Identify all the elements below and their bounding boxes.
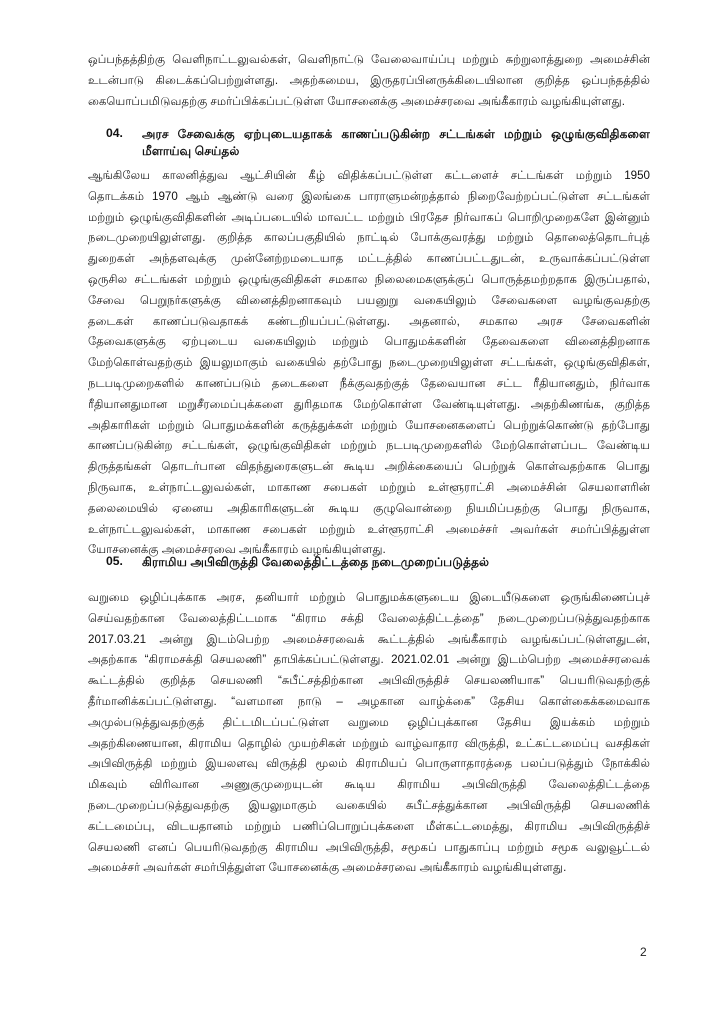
paragraph-line: தலைமையில் ஏனைய அதிகாரிகளுடன் கூடிய குழுவொன்றை நியமிப்பதற்கு பொது நிருவாக, bbox=[88, 501, 650, 515]
section-title-line: அரச சேவைக்கு ஏற்புடையதாகக் காணப்படுகின்ற சட்டங்கள் மற்றும் ஒழுங்குவிதிகளை bbox=[142, 127, 650, 141]
section-number: 05. bbox=[106, 554, 123, 568]
paragraph-line: காணப்படுகின்ற சட்டங்கள், ஒழுங்குவிதிகள் மற்றும் நடபடிமுறைகளில் மேற்கொள்ளப்பட வேண்டிய bbox=[88, 439, 650, 453]
paragraph-line: ஒப்பந்தத்திற்கு வெளிநாட்டலுவல்கள், வெளிநாட்டு வேலைவாய்ப்பு மற்றும் சுற்றுலாத்துறை அமைச்சின் bbox=[88, 53, 650, 66]
paragraph-line: கையொப்பமிடுவதற்கு சமர்ப்பிக்கப்பட்டுள்ள யோசனைக்கு அமைச்சரவை அங்கீகாரம் வழங்கியுள்ளது. bbox=[88, 94, 625, 108]
paragraph-line: ரீதியானதுமான மறுசீரமைப்புக்களை துரிதமாக மேற்கொள்ள வேண்டியுள்ளது. அதற்கிணங்க, குறித்த bbox=[88, 397, 650, 411]
paragraph-line: அதற்கிணையான, கிராமிய தொழில் முயற்சிகள் மற்றும் வாழ்வாதார விருத்தி, உட்கட்டமைப்பு வசதிகள் bbox=[88, 736, 650, 750]
intro-paragraph bbox=[88, 50, 650, 112]
paragraph-line: மிகவும் விரிவான அணுகுமுறையுடன் கூடிய கிராமிய அபிவிருத்தி வேலைத்திட்டத்தை bbox=[88, 778, 650, 792]
paragraph-line: அபிவிருத்தி மற்றும் இயலளவு விருத்தி மூலம் கிராமியப் பொருளாதாரத்தை பலப்படுத்தும் நோக்கில் bbox=[88, 757, 650, 771]
paragraph-line: தேவைகளுக்கு ஏற்புடைய வகையிலும் மற்றும் பொதுமக்களின் தேவைகளை வினைத்திறனாக bbox=[88, 335, 650, 349]
section-04-body bbox=[88, 166, 650, 561]
paragraph-line: ஒருசில சட்டங்கள் மற்றும் ஒழுங்குவிதிகள் சமகால நிலைமைகளுக்குப் பொருத்தமற்றதாக இருப்பதால், bbox=[88, 272, 650, 286]
paragraph-line: அதற்காக “கிராமசக்தி செயலணி” தாபிக்கப்பட்டுள்ளது. 2021.02.01 அன்று இடம்பெற்ற அமைச்சரவைக் bbox=[88, 653, 650, 667]
paragraph-line: நிருவாக, உள்நாட்டலுவல்கள், மாகாண சபைகள் மற்றும் உள்ளூராட்சி அமைச்சின் செயலாளரின் bbox=[88, 480, 650, 494]
paragraph-line: செய்வதற்கான வேலைத்திட்டமாக “கிராம சக்தி வேலைத்திட்டத்தை” நடைமுறைப்படுத்துவதற்காக bbox=[88, 611, 650, 625]
section-number: 04. bbox=[106, 126, 123, 140]
section-title-line: மீளாய்வு செய்தல் bbox=[142, 144, 240, 158]
paragraph-line: அதிகாரிகள் மற்றும் பொதுமக்களின் கருத்துக்கள் மற்றும் யோசனைகளைப் பெற்றுக்கொண்டு தற்போது bbox=[88, 418, 650, 432]
paragraph-line: நடைமுறைப்படுத்துவதற்கு இயலுமாகும் வகையில் சுபீட்சத்துக்கான அபிவிருத்தி செயலணிக் bbox=[88, 798, 650, 812]
paragraph-line: தொடக்கம் 1970 ஆம் ஆண்டு வரை இலங்கை பாராளுமன்றத்தால் நிறைவேற்றப்பட்டுள்ள சட்டங்கள் bbox=[88, 189, 650, 203]
paragraph-line: மற்றும் ஒழுங்குவிதிகளின் அடிப்படையில் மாவட்ட மற்றும் பிரதேச நிர்வாகப் பொறிமுறைகளே இன்னும் bbox=[88, 210, 650, 224]
section-05-body bbox=[88, 588, 650, 879]
page-number: 2 bbox=[640, 945, 647, 959]
paragraph-line: கூட்டத்தில் குறித்த செயலணி “சுபீட்சத்திற்கான அபிவிருத்திச் செயலணியாக” பெயரிடுவதற்குத் bbox=[88, 674, 650, 688]
paragraph-line: தடைகள் காணப்படுவதாகக் கண்டறியப்பட்டுள்ளது. அதனால், சமகால அரச சேவைகளின் bbox=[88, 314, 650, 328]
paragraph-line: அமைச்சர் அவர்கள் சமர்பித்துள்ள யோசனைக்கு அமைச்சரவை அங்கீகாரம் வழங்கியுள்ளது. bbox=[88, 861, 567, 875]
paragraph-line: நடபடிமுறைகளில் காணப்படும் தடைகளை நீக்குவதற்குத் தேவையான சட்ட ரீதியானதும், நிர்வாக bbox=[88, 376, 650, 390]
paragraph-line: செயலணி எனப் பெயரிடுவதற்கு கிராமிய அபிவிருத்தி, சமூகப் பாதுகாப்பு மற்றும் சமூக வலுவூட்டல் bbox=[88, 840, 650, 854]
paragraph-line: தீர்மானிக்கப்பட்டுள்ளது. “வளமான நாடு – அழகான வாழ்க்கை” தேசிய கொள்கைக்கமைவாக bbox=[88, 694, 650, 708]
paragraph-line: அமுல்படுத்துவதற்குத் திட்டமிடப்பட்டுள்ள வறுமை ஒழிப்புக்கான தேசிய இயக்கம் மற்றும் bbox=[88, 715, 650, 729]
paragraph-line: மேற்கொள்வதற்கும் இயலுமாகும் வகையில் தற்போது நடைமுறையிலுள்ள சட்டங்கள், ஒழுங்குவிதிகள், bbox=[88, 356, 650, 370]
paragraph-line: துறைகள் அந்தளவுக்கு முன்னேற்றமடையாத மட்டத்தில் காணப்பட்டதுடன், உருவாக்கப்பட்டுள்ள bbox=[88, 252, 650, 266]
paragraph-line: சேவை பெறுநர்களுக்கு வினைத்திறனாகவும் பயனுறு வகையிலும் சேவைகளை வழங்குவதற்கு bbox=[88, 293, 650, 307]
paragraph-line: வறுமை ஒழிப்புக்காக அரச, தனியார் மற்றும் பொதுமக்களுடைய இடையீடுகளை ஒருங்கிணைப்புச் bbox=[88, 591, 650, 604]
paragraph-line: உடன்பாடு கிடைக்கப்பெற்றுள்ளது. அதற்கமைய, இருதரப்பினருக்கிடையிலான குறித்த ஒப்பந்தத்தில் bbox=[88, 73, 650, 87]
paragraph-line: ஆங்கிலேய காலனித்துவ ஆட்சியின் கீழ் விதிக்கப்பட்டுள்ள கட்டளைச் சட்டங்கள் மற்றும் 1950 bbox=[88, 169, 650, 182]
paragraph-line: திருத்தங்கள் தொடர்பான விதந்துரைகளுடன் கூடிய அறிக்கையைப் பெற்றுக் கொள்வதற்காக பொது bbox=[88, 460, 650, 474]
paragraph-line: யோசனைக்கு அமைச்சரவை அங்கீகாரம் வழங்கியுள்ளது. bbox=[88, 543, 386, 557]
paragraph-line: கட்டமைப்பு, விடயதானம் மற்றும் பணிப்பொறுப்புக்களை மீள்கட்டமைத்து, கிராமிய அபிவிருத்திச் bbox=[88, 819, 650, 833]
paragraph-line: 2017.03.21 அன்று இடம்பெற்ற அமைச்சரவைக் கூட்டத்தில் அங்கீகாரம் வழங்கப்பட்டுள்ளதுடன், bbox=[88, 632, 650, 646]
paragraph-line: உள்நாட்டலுவல்கள், மாகாண சபைகள் மற்றும் உள்ளூராட்சி அமைச்சர் அவர்கள் சமர்ப்பித்துள்ள bbox=[88, 522, 650, 536]
paragraph-line: நடைமுறையிலுள்ளது. குறித்த காலப்பகுதியில் நாட்டில் போக்குவரத்து மற்றும் தொலைத்தொடர்புத் bbox=[88, 231, 650, 245]
section-title: கிராமிய அபிவிருத்தி வேலைத்திட்டத்தை நடைமுறைப்படுத்தல் bbox=[142, 555, 490, 569]
